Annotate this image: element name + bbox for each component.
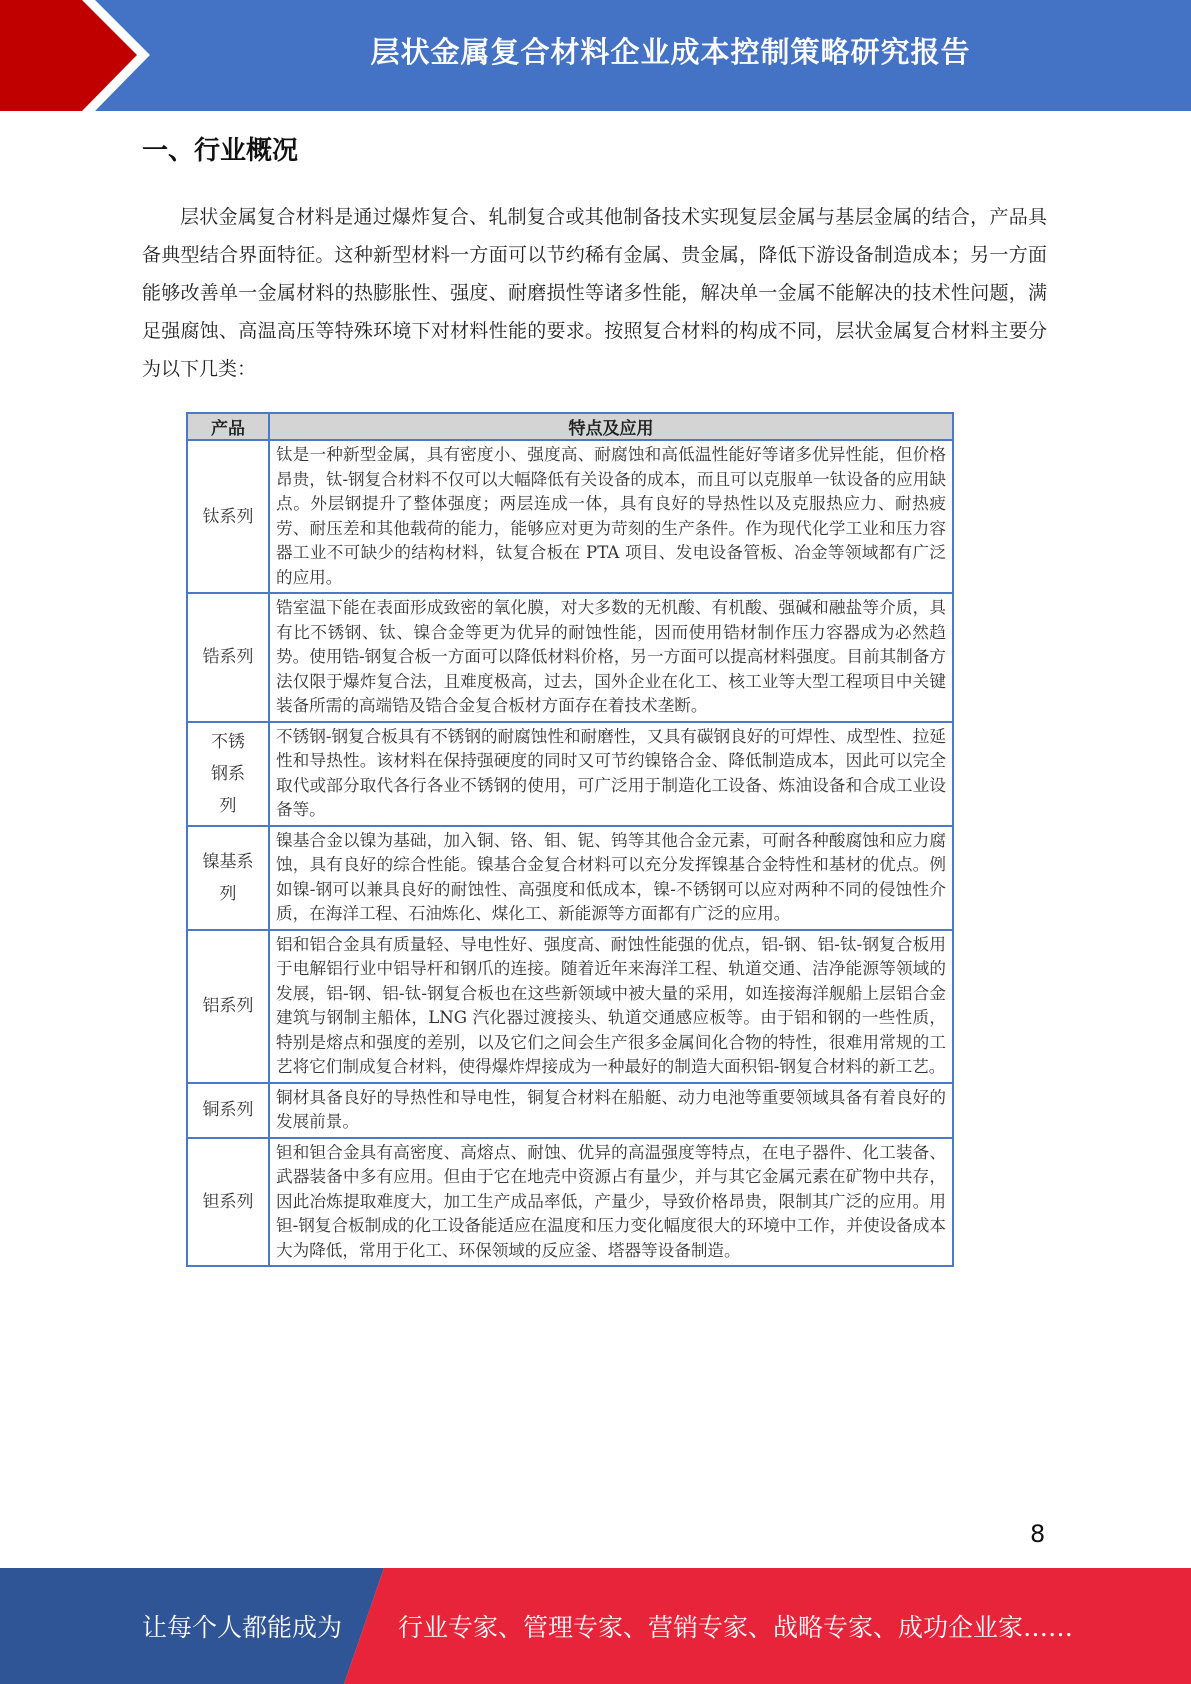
row-product: 镍基系列	[187, 826, 269, 930]
row-product: 钛系列	[187, 440, 269, 593]
product-table	[186, 412, 952, 1267]
section-heading: 一、行业概况	[142, 136, 299, 166]
row-description: 铜材具备良好的导热性和导电性，铜复合材料在船艇、动力电池等重要领域具备有着良好的发展前景。	[269, 1083, 953, 1138]
row-description: 钽和钽合金具有高密度、高熔点、耐蚀、优异的高温强度等特点，在电子器件、化工装备、武器装备中多有应用。但由于它在地壳中资源占有量少，并与其它金属元素在矿物中共存，因此冶炼提取难度大，加工生产成品率低，产量少，导致价格昂贵，限制其广泛的应用。用钽-钢复合板制成的化工设备能适应在温度和压力变化幅度很大的环境中工作，并使设备成本大为降低，常用于化工、环保领域的反应釜、塔器等设备制造。	[269, 1138, 953, 1267]
row-product: 不锈钢系列	[187, 722, 269, 826]
page-number: 8	[1030, 1520, 1046, 1548]
row-description: 镍基合金以镍为基础，加入铜、铬、钼、铌、钨等其他合金元素，可耐各种酸腐蚀和应力腐蚀，具有良好的综合性能。镍基合金复合材料可以充分发挥镍基合金特性和基材的优点。例如镍-钢可以兼具良好的耐蚀性、高强度和低成本，镍-不锈钢可以应对两种不同的侵蚀性介质，在海洋工程、石油炼化、煤化工、新能源等方面都有广泛的应用。	[269, 826, 953, 930]
row-description: 铝和铝合金具有质量轻、导电性好、强度高、耐蚀性能强的优点，铝-钢、铝-钛-钢复合板用于电解铝行业中铝导杆和钢爪的连接。随着近年来海洋工程、轨道交通、洁净能源等领域的发展，铝-钢、铝-钛-钢复合板也在这些新领域中被大量的采用，如连接海洋舰船上层铝合金建筑与钢制主船体，LNG 汽化器过渡接头、轨道交通感应板等。由于铝和钢的一些性质，特别是熔点和强度的差别，以及它们之间会生产很多金属间化合物的特性，很难用常规的工艺将它们制成复合材料，使得爆炸焊接成为一种最好的制造大面积铝-钢复合材料的新工艺。	[269, 930, 953, 1083]
table-row	[187, 1138, 953, 1267]
page-header	[0, 0, 1191, 111]
page-footer	[0, 1568, 1191, 1684]
header-features: 特点及应用	[269, 413, 953, 440]
report-title: 层状金属复合材料企业成本控制策略研究报告	[370, 34, 971, 69]
row-product: 钽系列	[187, 1138, 269, 1267]
row-description: 不锈钢-钢复合板具有不锈钢的耐腐蚀性和耐磨性，又具有碳钢良好的可焊性、成型性、拉延性和导热性。该材料在保持强硬度的同时又可节约镍铬合金、降低制造成本，因此可以完全取代或部分取代各行各业不锈钢的使用，可广泛用于制造化工设备、炼油设备和合成工业设备等。	[269, 722, 953, 826]
intro-paragraph: 层状金属复合材料是通过爆炸复合、轧制复合或其他制备技术实现复层金属与基层金属的结合，产品具备典型结合界面特征。这种新型材料一方面可以节约稀有金属、贵金属，降低下游设备制造成本；另一方面能够改善单一金属材料的热膨胀性、强度、耐磨损性等诸多性能，解决单一金属不能解决的技术性问题，满足强腐蚀、高温高压等特殊环境下对材料性能的要求。按照复合材料的构成不同，层状金属复合材料主要分为以下几类：	[142, 206, 1047, 380]
table-row	[187, 826, 953, 930]
row-description: 锆室温下能在表面形成致密的氧化膜，对大多数的无机酸、有机酸、强碱和融盐等介质，具有比不锈钢、钛、镍合金等更为优异的耐蚀性能，因而使用锆材制作压力容器成为必然趋势。使用锆-钢复合板一方面可以降低材料价格，另一方面可以提高材料强度。目前其制备方法仅限于爆炸复合法，且难度极高，过去，国外企业在化工、核工业等大型工程项目中关键装备所需的高端锆及锆合金复合板材方面存在着技术垄断。	[269, 593, 953, 722]
row-product: 铝系列	[187, 930, 269, 1083]
footer-slogan-left: 让每个人都能成为	[142, 1613, 343, 1642]
table-row	[187, 722, 953, 826]
table-row	[187, 593, 953, 722]
row-description: 钛是一种新型金属，具有密度小、强度高、耐腐蚀和高低温性能好等诸多优异性能，但价格昂贵，钛-钢复合材料不仅可以大幅降低有关设备的成本，而且可以克服单一钛设备的应用缺点。外层钢提升了整体强度；两层连成一体，具有良好的导热性以及克服热应力、耐热疲劳、耐压差和其他载荷的能力，能够应对更为苛刻的生产条件。作为现代化学工业和压力容器工业不可缺少的结构材料，钛复合板在 PTA 项目、发电设备管板、冶金等领域都有广泛的应用。	[269, 440, 953, 593]
row-product: 铜系列	[187, 1083, 269, 1138]
product-table-grid	[186, 412, 954, 1267]
footer-slogan-right: 行业专家、管理专家、营销专家、战略专家、成功企业家……	[398, 1613, 1074, 1642]
row-product: 锆系列	[187, 593, 269, 722]
table-row	[187, 1083, 953, 1138]
table-row	[187, 930, 953, 1083]
header-product: 产品	[187, 413, 269, 440]
table-header-row	[187, 413, 953, 440]
table-row	[187, 440, 953, 593]
